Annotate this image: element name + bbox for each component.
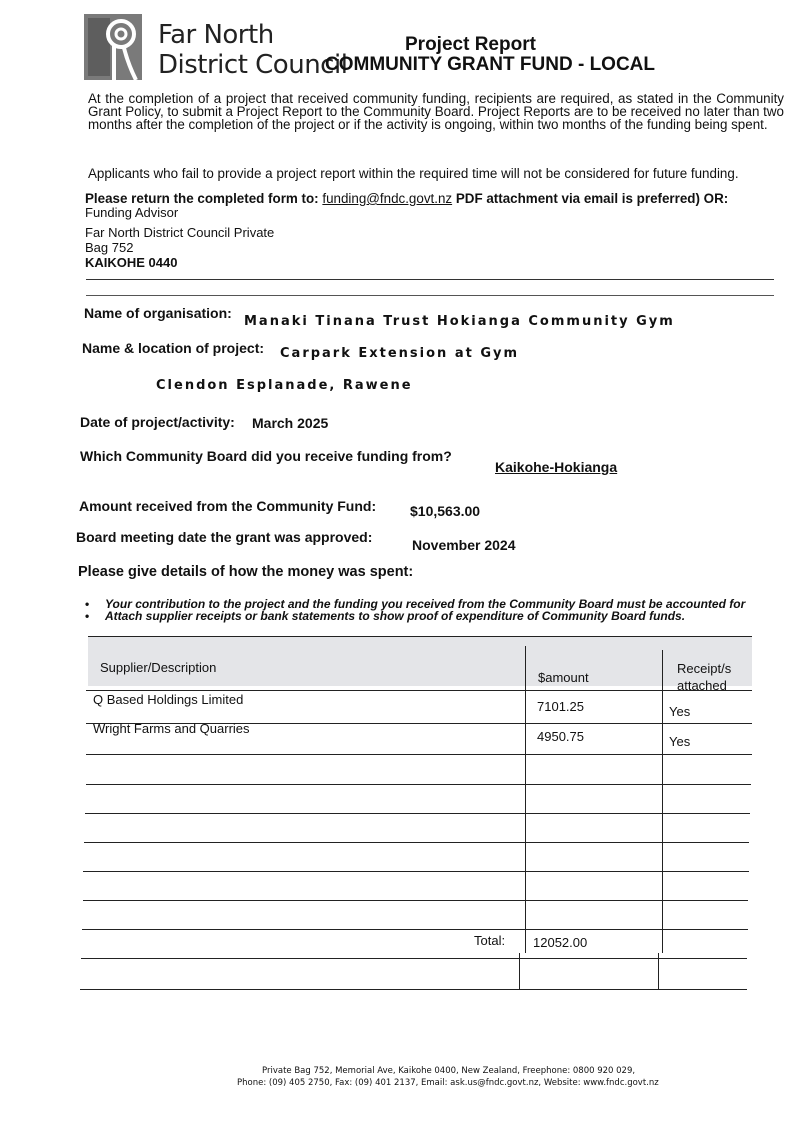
- board-label: Which Community Board did you receive funding from?: [80, 448, 452, 464]
- project-location-field[interactable]: Clendon Esplanade, Rawene: [156, 378, 413, 393]
- meeting-field[interactable]: November 2024: [412, 537, 516, 553]
- table-line: [86, 784, 751, 785]
- table-line: [83, 900, 748, 901]
- board-field[interactable]: Kaikohe-Hokianga: [495, 459, 618, 475]
- address-line: Funding Advisor: [85, 205, 179, 220]
- bullet-text: Your contribution to the project and the funding you received from the Community Board must be accounted for: [105, 597, 746, 611]
- table-line: [86, 754, 752, 755]
- page-title: Project Report: [405, 34, 536, 55]
- table-line: [82, 929, 748, 930]
- date-field[interactable]: March 2025: [252, 415, 329, 431]
- council-logo-icon: [84, 14, 142, 80]
- table-line: [85, 813, 750, 814]
- bullet-text: Attach supplier receipts or bank statements to show proof of expenditure of Community Board funds.: [105, 609, 686, 623]
- table-line: [525, 646, 526, 953]
- total-label: Total:: [474, 933, 506, 948]
- return-email-link[interactable]: funding@fndc.govt.nz: [322, 191, 453, 206]
- amount-field[interactable]: $10,563.00: [410, 503, 481, 519]
- row-receipt[interactable]: Yes: [669, 704, 691, 719]
- page-subtitle: COMMUNITY GRANT FUND - LOCAL: [325, 54, 656, 75]
- table-line: [658, 953, 659, 989]
- date-label: Date of project/activity:: [80, 414, 235, 430]
- divider: [86, 295, 774, 296]
- table-line: [81, 958, 747, 959]
- amount-label: Amount received from the Community Fund:: [79, 498, 377, 514]
- project-field[interactable]: Carpark Extension at Gym: [280, 346, 520, 361]
- intro-paragraph: [88, 92, 784, 131]
- table-line: [519, 953, 520, 989]
- row-description[interactable]: Q Based Holdings Limited: [93, 692, 244, 707]
- council-name-line2: District Council: [158, 50, 348, 80]
- row-amount[interactable]: 7101.25: [537, 699, 584, 714]
- column-header-description: Supplier/Description: [100, 660, 217, 675]
- row-amount[interactable]: 4950.75: [537, 729, 584, 744]
- column-header-receipt: Receipt/s attached: [677, 661, 732, 693]
- return-suffix: PDF attachment via email is preferred) OR:: [455, 191, 729, 206]
- return-prefix: Please return the completed form to:: [85, 191, 319, 206]
- warning-note: Applicants who fail to provide a project report within the required time will not be considered for future funding.: [88, 166, 739, 181]
- table-line: [86, 690, 752, 691]
- address-line: Bag 752: [85, 240, 134, 255]
- bullet-item: • Attach supplier receipts or bank statements to show proof of expenditure of Community Board funds.: [85, 609, 686, 623]
- total-field[interactable]: 12052.00: [533, 935, 588, 950]
- row-receipt[interactable]: Yes: [669, 734, 691, 749]
- org-field[interactable]: Manaki Tinana Trust Hokianga Community Gym: [244, 314, 675, 329]
- table-line: [662, 650, 663, 953]
- return-instructions: [85, 191, 728, 206]
- bullet-item: • Your contribution to the project and the funding you received from the Community Board must be accounted for: [85, 597, 746, 611]
- row-description[interactable]: Wright Farms and Quarries: [93, 721, 250, 736]
- intro-text: At the completion of a project that received community funding, recipients are required, as stated in the Community Grant Policy, to submit a Project Report to the Community Board. Project Reports are to be received no later than two months after the completion of the project or if the activity is ongoing, within two months of the funding being spent.: [88, 91, 784, 132]
- table-line: [88, 636, 752, 637]
- table-line: [83, 871, 749, 872]
- address-line: Far North District Council Private: [85, 225, 275, 240]
- table-line: [84, 842, 749, 843]
- details-heading: Please give details of how the money was spent:: [78, 564, 414, 580]
- table-line: [80, 989, 747, 990]
- meeting-label: Board meeting date the grant was approved:: [76, 529, 373, 545]
- project-label: Name & location of project:: [82, 340, 265, 356]
- org-label: Name of organisation:: [84, 305, 232, 321]
- footer-contact: Phone: (09) 405 2750, Fax: (09) 401 2137, Email: ask.us@fndc.govt.nz, Website: www.fndc.govt.nz: [237, 1078, 659, 1088]
- footer-address: Private Bag 752, Memorial Ave, Kaikohe 0400, New Zealand, Freephone: 0800 920 029,: [262, 1066, 636, 1076]
- address-line: KAIKOHE 0440: [85, 255, 178, 270]
- divider: [86, 279, 774, 280]
- council-name-line1: Far North: [158, 20, 274, 50]
- column-header-amount: $amount: [538, 670, 589, 685]
